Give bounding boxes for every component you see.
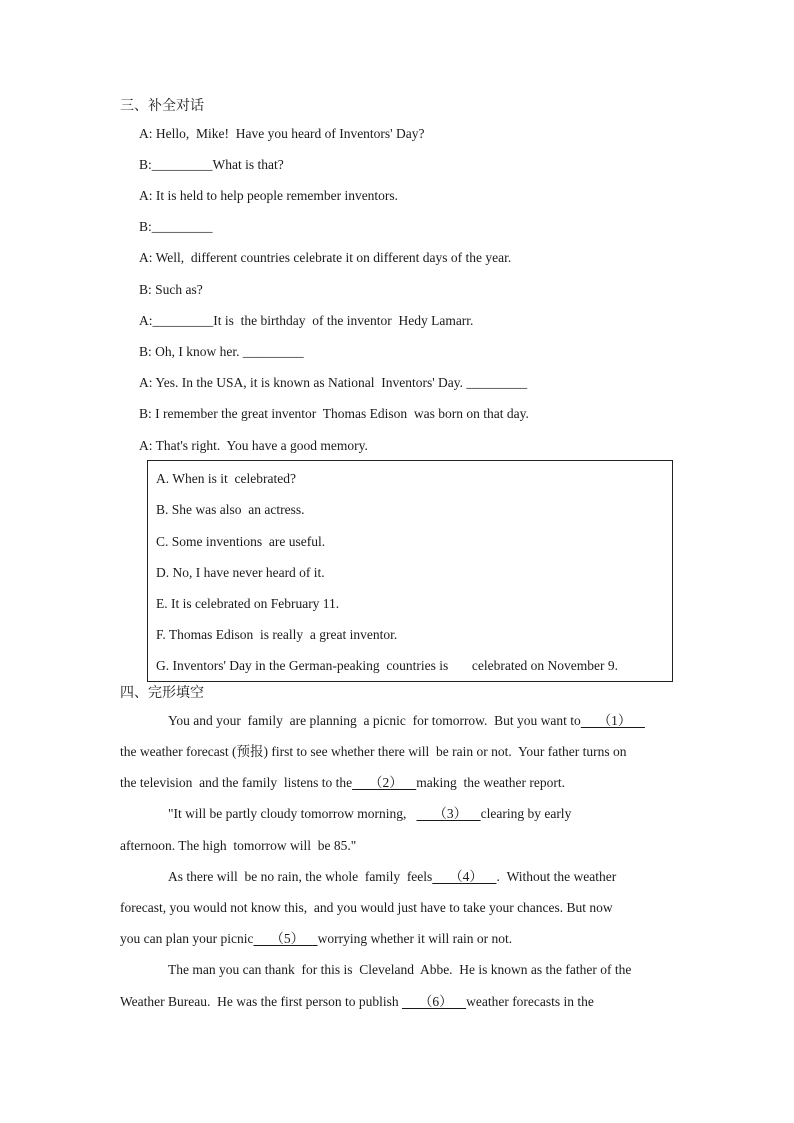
cloze-blank-3: （3） (416, 806, 481, 821)
option-c: C. Some inventions are useful. (156, 534, 326, 549)
passage-line: You and your family are planning a picnic for tomorrow. But you want to （1） (168, 713, 645, 728)
option-f: F. Thomas Edison is really a great inventor. (156, 627, 398, 642)
passage-line: you can plan your picnic （5） worrying whether it will rain or not. (120, 931, 513, 946)
dialogue-line: A: Hello, Mike! Have you heard of Inventors' Day? (139, 126, 425, 141)
cloze-blank-1: （1） (580, 713, 645, 728)
passage-line: afternoon. The high tomorrow will be 85." (120, 838, 357, 853)
dialogue-line: B: I remember the great inventor Thomas Edison was born on that day. (139, 406, 529, 421)
passage-line: the weather forecast (预报) first to see whether there will be rain or not. Your father turns on (120, 744, 627, 759)
options-box (147, 460, 673, 682)
option-d: D. No, I have never heard of it. (156, 565, 325, 580)
answer-blank: _________ (242, 344, 304, 359)
passage-line: "It will be partly cloudy tomorrow morning, （3） clearing by early (168, 806, 572, 821)
answer-blank: _________ (151, 219, 213, 234)
passage-line: Weather Bureau. He was the first person to publish （6） weather forecasts in the (120, 994, 594, 1009)
dialogue-line: B:_________What is that? (139, 157, 284, 172)
dialogue-line: A: Yes. In the USA, it is known as National Inventors' Day. _________ (139, 375, 528, 390)
option-g: G. Inventors' Day in the German-peaking countries is celebrated on November 9. (156, 658, 619, 673)
section-3-heading: 三、补全对话 (120, 98, 204, 114)
dialogue-line: B: Oh, I know her. _________ (139, 344, 304, 359)
passage-line: forecast, you would not know this, and you would just have to take your chances. But now (120, 900, 613, 915)
dialogue-line: B: Such as? (139, 282, 203, 297)
cloze-blank-2: （2） (352, 775, 417, 790)
cloze-blank-6: （6） (401, 994, 467, 1009)
dialogue-line: A: That's right. You have a good memory. (139, 438, 368, 453)
option-b: B. She was also an actress. (156, 502, 305, 517)
passage-line: As there will be no rain, the whole family feels （4） . Without the weather (168, 869, 617, 884)
answer-blank: _________ (466, 375, 528, 390)
dialogue-line: B:_________ (139, 219, 213, 234)
passage-line: The man you can thank for this is Cleveland Abbe. He is known as the father of the (168, 962, 632, 977)
option-a: A. When is it celebrated? (156, 471, 296, 486)
section-4-heading: 四、完形填空 (120, 685, 204, 701)
answer-blank: _________ (151, 157, 213, 172)
dialogue-line: A: Well, different countries celebrate it on different days of the year. (139, 250, 512, 265)
cloze-blank-4: （4） (432, 869, 497, 884)
dialogue-line: A: It is held to help people remember inventors. (139, 188, 399, 203)
passage-line: the television and the family listens to the （2） making the weather report. (120, 775, 566, 790)
dialogue-line: A:_________It is the birthday of the inventor Hedy Lamarr. (139, 313, 474, 328)
cloze-blank-5: （5） (253, 931, 318, 946)
answer-blank: _________ (152, 313, 214, 328)
option-e: E. It is celebrated on February 11. (156, 596, 340, 611)
